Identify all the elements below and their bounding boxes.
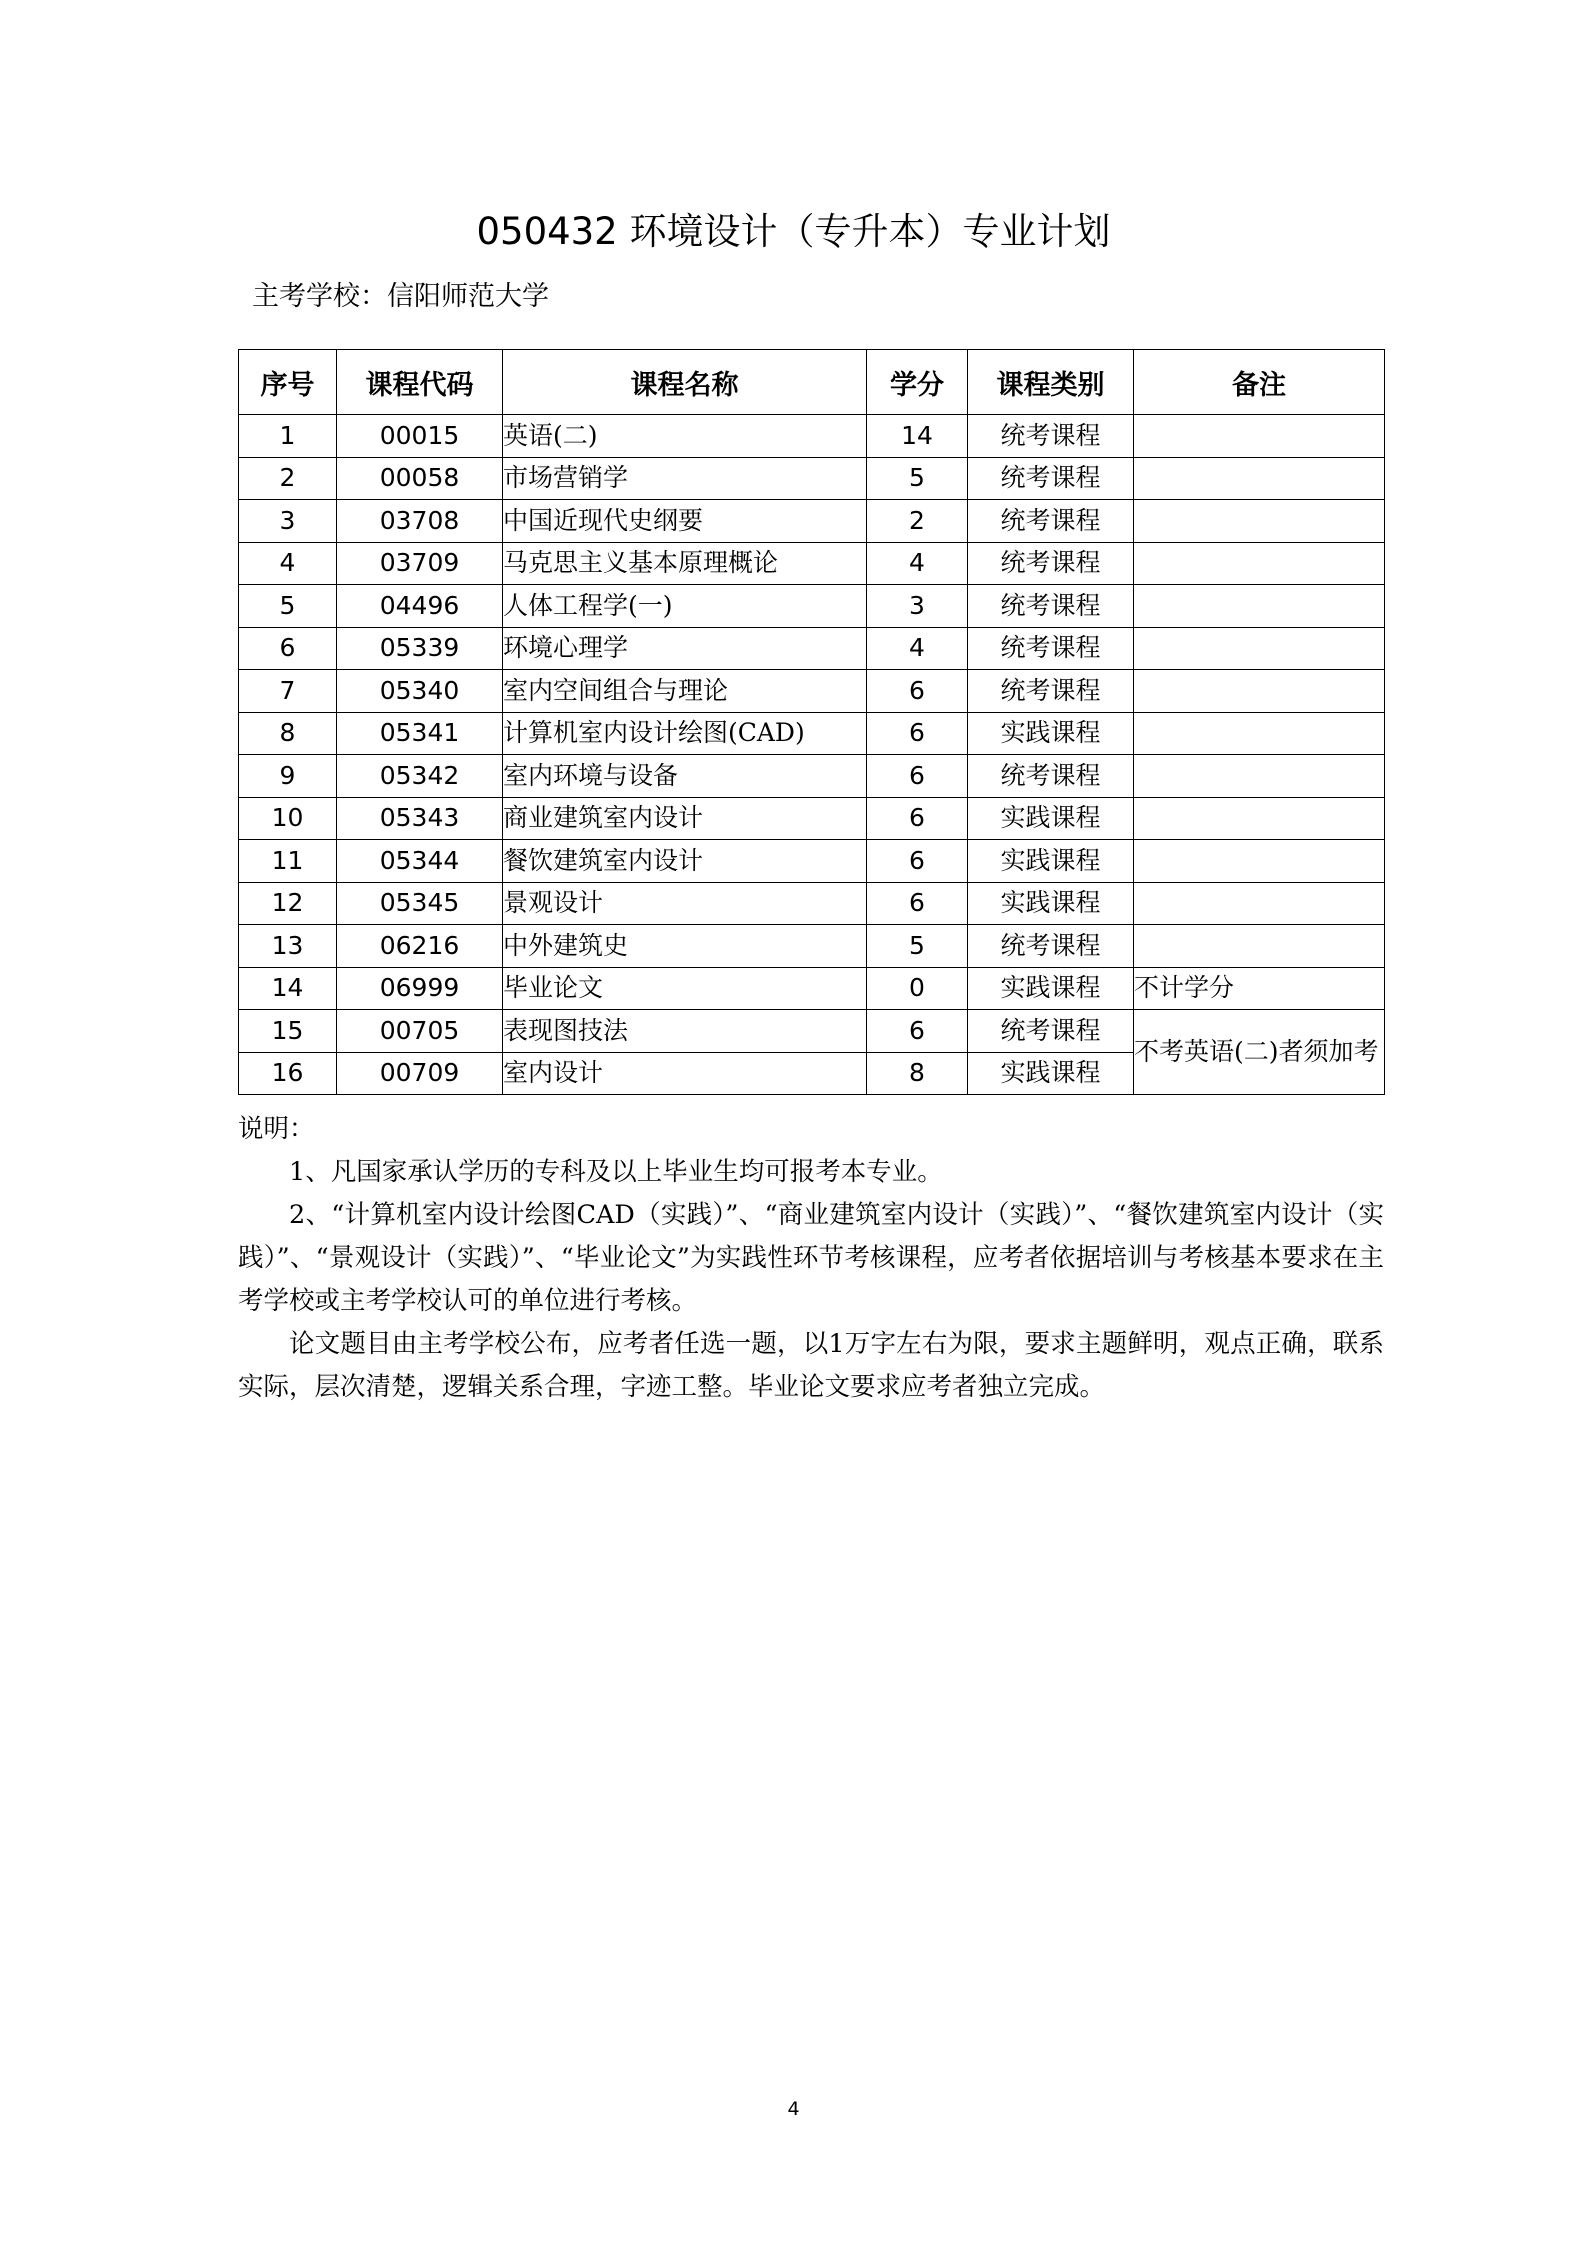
row-credits: 6 <box>867 670 968 713</box>
row-category: 实践课程 <box>968 797 1134 840</box>
row-credits: 0 <box>867 967 968 1010</box>
table-row <box>239 500 1385 543</box>
row-course-name: 计算机室内设计绘图(CAD) <box>503 712 867 755</box>
page-number: 4 <box>787 2098 800 2120</box>
row-category: 实践课程 <box>968 712 1134 755</box>
row-course-name: 人体工程学(一) <box>503 585 867 628</box>
row-code: 05340 <box>337 670 503 713</box>
row-remark <box>1134 542 1385 585</box>
row-credits: 6 <box>867 882 968 925</box>
row-remark <box>1134 415 1385 458</box>
row-code: 00058 <box>337 457 503 500</box>
row-course-name: 景观设计 <box>503 882 867 925</box>
row-remark-merged: 不考英语(二)者须加考 <box>1134 1010 1385 1095</box>
row-code: 05345 <box>337 882 503 925</box>
row-remark <box>1134 457 1385 500</box>
row-no: 2 <box>239 457 337 500</box>
row-remark <box>1134 670 1385 713</box>
table-row <box>239 925 1385 968</box>
header-name: 课程名称 <box>503 350 867 415</box>
row-remark: 不计学分 <box>1134 967 1385 1010</box>
row-remark <box>1134 500 1385 543</box>
table-row <box>239 585 1385 628</box>
row-no: 1 <box>239 415 337 458</box>
row-credits: 4 <box>867 627 968 670</box>
table-header-row <box>239 350 1385 415</box>
row-category: 实践课程 <box>968 840 1134 883</box>
row-no: 16 <box>239 1052 337 1095</box>
row-credits: 6 <box>867 755 968 798</box>
row-code: 03708 <box>337 500 503 543</box>
table-row <box>239 967 1385 1010</box>
row-category: 统考课程 <box>968 670 1134 713</box>
header-code: 课程代码 <box>337 350 503 415</box>
row-remark <box>1134 840 1385 883</box>
row-category: 实践课程 <box>968 1052 1134 1095</box>
row-course-name: 室内空间组合与理论 <box>503 670 867 713</box>
row-no: 4 <box>239 542 337 585</box>
row-course-name: 商业建筑室内设计 <box>503 797 867 840</box>
note-paragraph: 论文题目由主考学校公布，应考者任选一题，以1万字左右为限，要求主题鲜明，观点正确，联系实际，层次清楚，逻辑关系合理，字迹工整。毕业论文要求应考者独立完成。 <box>238 1329 1384 1402</box>
table-row <box>239 882 1385 925</box>
row-no: 15 <box>239 1010 337 1053</box>
row-remark <box>1134 627 1385 670</box>
row-code: 03709 <box>337 542 503 585</box>
row-no: 3 <box>239 500 337 543</box>
row-code: 06216 <box>337 925 503 968</box>
row-category: 统考课程 <box>968 415 1134 458</box>
table-row <box>239 627 1385 670</box>
header-remark: 备注 <box>1134 350 1385 415</box>
row-credits: 2 <box>867 500 968 543</box>
note-paragraph: 1、凡国家承认学历的专科及以上毕业生均可报考本专业。 <box>289 1157 943 1187</box>
row-no: 11 <box>239 840 337 883</box>
row-no: 6 <box>239 627 337 670</box>
row-code: 05339 <box>337 627 503 670</box>
row-course-name: 环境心理学 <box>503 627 867 670</box>
table-row <box>239 755 1385 798</box>
row-code: 04496 <box>337 585 503 628</box>
row-category: 统考课程 <box>968 542 1134 585</box>
row-course-name: 餐饮建筑室内设计 <box>503 840 867 883</box>
row-course-name: 室内环境与设备 <box>503 755 867 798</box>
row-no: 5 <box>239 585 337 628</box>
table-row <box>239 712 1385 755</box>
row-credits: 3 <box>867 585 968 628</box>
row-code: 05343 <box>337 797 503 840</box>
row-code: 05341 <box>337 712 503 755</box>
table-row <box>239 670 1385 713</box>
row-no: 14 <box>239 967 337 1010</box>
row-credits: 4 <box>867 542 968 585</box>
row-code: 00709 <box>337 1052 503 1095</box>
row-code: 06999 <box>337 967 503 1010</box>
row-credits: 6 <box>867 797 968 840</box>
table-row <box>239 415 1385 458</box>
row-category: 统考课程 <box>968 627 1134 670</box>
row-category: 统考课程 <box>968 500 1134 543</box>
row-no: 8 <box>239 712 337 755</box>
table-row <box>239 1010 1385 1053</box>
row-no: 10 <box>239 797 337 840</box>
row-no: 7 <box>239 670 337 713</box>
row-no: 13 <box>239 925 337 968</box>
row-category: 统考课程 <box>968 755 1134 798</box>
row-credits: 6 <box>867 1010 968 1053</box>
row-remark <box>1134 755 1385 798</box>
row-code: 00705 <box>337 1010 503 1053</box>
row-course-name: 中外建筑史 <box>503 925 867 968</box>
header-category: 课程类别 <box>968 350 1134 415</box>
note-paragraph: 2、“计算机室内设计绘图CAD（实践）”、“商业建筑室内设计（实践）”、“餐饮建筑室内设计（实践）”、“景观设计（实践）”、“毕业论文”为实践性环节考核课程，应考者依据培训与考核基本要求在主考学校或主考学校认可的单位进行考核。 <box>238 1200 1384 1316</box>
row-no: 9 <box>239 755 337 798</box>
header-credits: 学分 <box>867 350 968 415</box>
row-remark <box>1134 925 1385 968</box>
row-credits: 6 <box>867 840 968 883</box>
row-course-name: 表现图技法 <box>503 1010 867 1053</box>
notes-heading: 说明： <box>238 1114 315 1144</box>
exam-school-line: 主考学校：信阳师范大学 <box>252 281 549 312</box>
row-remark <box>1134 585 1385 628</box>
row-remark <box>1134 712 1385 755</box>
row-credits: 14 <box>867 415 968 458</box>
header-no: 序号 <box>239 350 337 415</box>
table-row <box>239 797 1385 840</box>
row-code: 05342 <box>337 755 503 798</box>
row-remark <box>1134 797 1385 840</box>
row-category: 统考课程 <box>968 585 1134 628</box>
row-course-name: 英语(二) <box>503 415 867 458</box>
row-course-name: 马克思主义基本原理概论 <box>503 542 867 585</box>
row-course-name: 中国近现代史纲要 <box>503 500 867 543</box>
row-remark <box>1134 882 1385 925</box>
table-row <box>239 840 1385 883</box>
row-no: 12 <box>239 882 337 925</box>
notes-section <box>238 1108 1384 1409</box>
row-category: 实践课程 <box>968 882 1134 925</box>
course-plan-table <box>238 349 1385 1095</box>
row-category: 统考课程 <box>968 457 1134 500</box>
row-credits: 5 <box>867 457 968 500</box>
row-code: 05344 <box>337 840 503 883</box>
table-row <box>239 457 1385 500</box>
page-title: 050432 环境设计（专升本）专业计划 <box>476 210 1111 253</box>
row-course-name: 市场营销学 <box>503 457 867 500</box>
row-category: 统考课程 <box>968 1010 1134 1053</box>
row-category: 实践课程 <box>968 967 1134 1010</box>
table-row <box>239 542 1385 585</box>
row-category: 统考课程 <box>968 925 1134 968</box>
row-course-name: 室内设计 <box>503 1052 867 1095</box>
row-course-name: 毕业论文 <box>503 967 867 1010</box>
row-credits: 6 <box>867 712 968 755</box>
row-code: 00015 <box>337 415 503 458</box>
row-credits: 5 <box>867 925 968 968</box>
row-credits: 8 <box>867 1052 968 1095</box>
